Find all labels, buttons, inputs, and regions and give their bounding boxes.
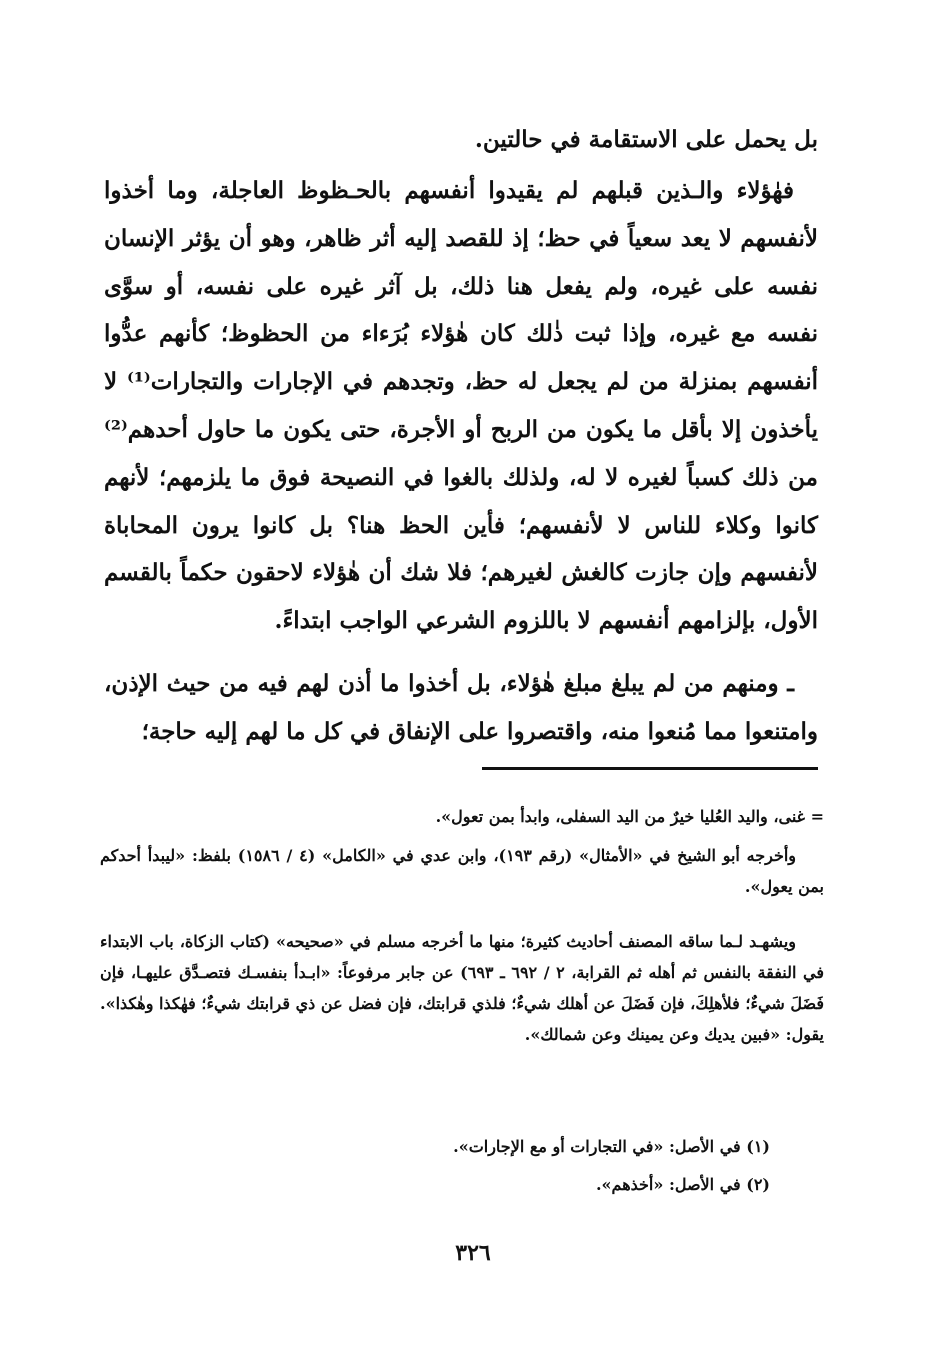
paragraph-intro-line: بل يحمل على الاستقامة في حالتين. — [474, 126, 818, 153]
footnote-witness-hadith: ويشهـد لـما ساقه المصنف أحاديث كثيرة؛ منها ما أخرجه مسلم في «صحيحه» (كتاب الزكاة، باب الابتداء في النفقة بالنفس ثم أهله ثم القرابة، ٢ / ٦٩٢ ـ ٦٩٣) عن جابر مرفوعاً: «ابـدأ بنفسـك فتصـدَّق عليهـا، فإن فَضَلَ شيءٌ؛ فلأهلِكَ، فإن فَضَلَ عن أهلك شيءٌ؛ فلذي قرابتك، فإن فضل عن ذي قرابتك شيءٌ؛ فهٰكذا وهٰكذا». يقول: «فبين يديك وعن يمينك وعن شمالك». — [100, 932, 825, 1044]
footnote-2: (٢) في الأصل: «أخذهم». — [595, 1175, 770, 1194]
footnote-continuation: = غنى، واليد العُليا خيرٌ من اليد السفلى، وابدأ بمن تعول». — [435, 807, 824, 826]
paragraph-minhum: ـ ومنهم من لم يبلغ مبلغ هٰؤلاء، بل أخذوا ما أذن لهم فيه من حيث الإذن، وامتنعوا مما مُنعوا منه، واقتصروا على الإنفاق في كل ما لهم إليه حاجة؛ — [104, 670, 818, 745]
page-number: ٣٢٦ — [455, 1240, 491, 1266]
footnote-abu-shaykh: وأخرجه أبو الشيخ في «الأمثال» (رقم ١٩٣)، وابن عدي في «الكامل» (٤ / ١٥٨٦) بلفظ: «ليبدأ أحدكم بمن يعول». — [100, 846, 824, 896]
footnote-separator-rule — [482, 767, 818, 770]
paragraph-hawulai: فهٰؤلاء والـذين قبلهم لم يقيدوا أنفسهم بالحـظوظ العاجلة، وما أخذوا لأنفسهم لا يعد سعياً في حظ؛ إذ للقصد إليه أثر ظاهر، وهو أن يؤثر الإنسان نفسه على غيره، ولم يفعل هنا ذلك، بل آثر غيره على نفسه، أو سوَّى نفسه مع غيره، وإذا ثبت ذٰلك كان هٰؤلاء بُرَءاء من الحظوظ؛ كأنهم عدُّوا أنفسهم بمنزلة من لم يجعل له حظ، وتجدهم في الإجارات والتجارات⁽¹⁾ لا يأخذون إلا بأقل ما يكون من الربح أو الأجرة، حتى يكون ما حاول أحدهم⁽²⁾ من ذلك كسباً لغيره لا له، ولذلك بالغوا في النصيحة فوق ما يلزمهم؛ لأنهم كانوا وكلاء للناس لا لأنفسهم؛ فأين الحظ هنا؟ بل كانوا يرون المحاباة لأنفسهم وإن جازت كالغش لغيرهم؛ فلا شك أن هٰؤلاء لاحقون حكماً بالقسم الأول، بإلزامهم أنفسهم لا باللزوم الشرعي الواجب ابتداءً. — [104, 177, 818, 635]
footnote-1: (١) في الأصل: «في التجارات أو مع الإجارات». — [453, 1137, 770, 1156]
